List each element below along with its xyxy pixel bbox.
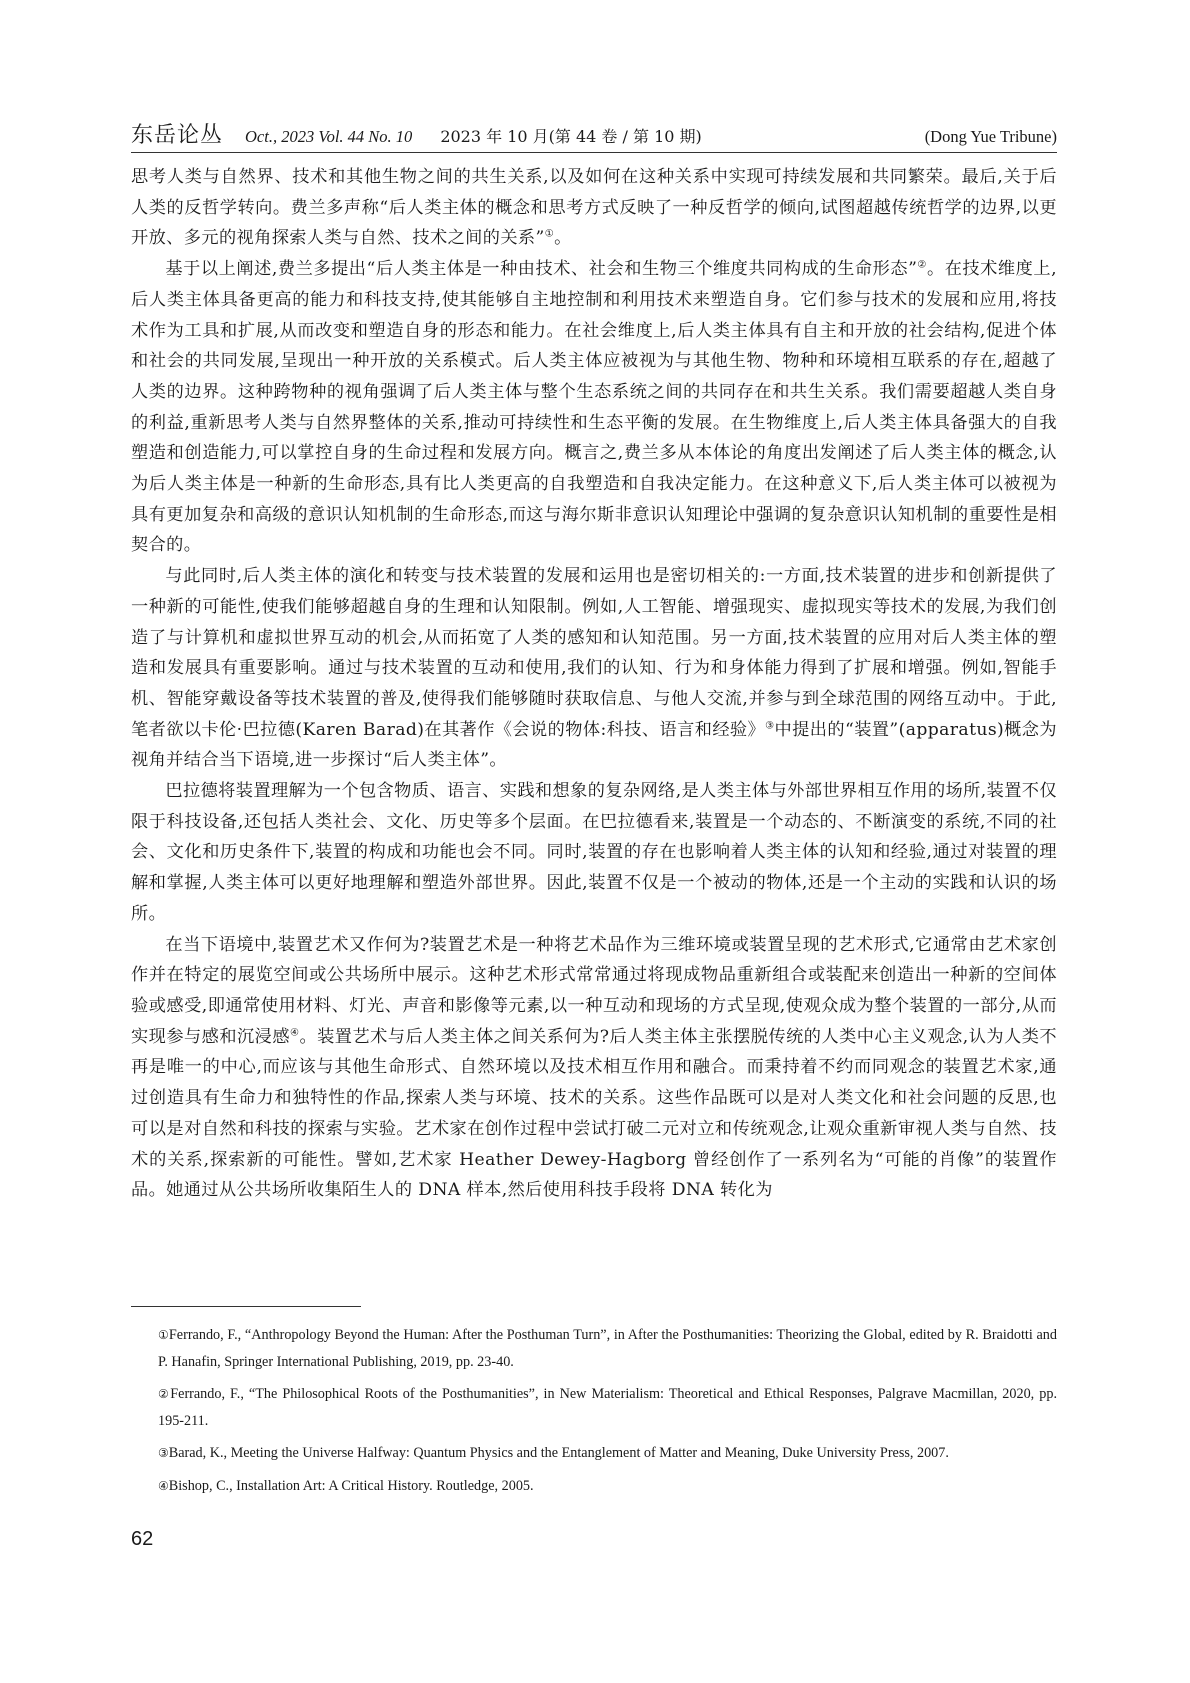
running-header	[131, 118, 1057, 153]
paragraph: 巴拉德将装置理解为一个包含物质、语言、实践和想象的复杂网络,是人类主体与外部世界相互作用的场所,装置不仅限于科技设备,还包括人类社会、文化、历史等多个层面。在巴拉德看来,装置是一个动态的、不断演变的系统,不同的社会、文化和历史条件下,装置的构成和功能也会不同。同时,装置的存在也影响着人类主体的认知和经验,通过对装置的理解和掌握,人类主体可以更好地理解和塑造外部世界。因此,装置不仅是一个被动的物体,还是一个主动的实践和认识的场所。	[131, 781, 1057, 924]
footnotes	[158, 1322, 1057, 1505]
footnote-ref[interactable]: ④	[290, 1026, 300, 1038]
paragraph: 思考人类与自然界、技术和其他生物之间的共生关系,以及如何在这种关系中实现可持续发展和共同繁荣。最后,关于后人类的反哲学转向。费兰多声称“后人类主体的概念和思考方式反映了一种反哲学的倾向,试图超越传统哲学的边界,以更开放、多元的视角探索人类与自然、技术之间的关系”①。	[131, 167, 1057, 249]
page-number: 62	[131, 1528, 154, 1550]
issue-info-cn: 2023 年 10 月(第 44 卷 / 第 10 期)	[440, 127, 702, 146]
footnote: ③Barad, K., Meeting the Universe Halfway: Quantum Physics and the Entanglement of Matter and Meaning, Duke University Press, 2007.	[158, 1445, 949, 1461]
footnote: ④Bishop, C., Installation Art: A Critical History. Routledge, 2005.	[158, 1477, 534, 1494]
paragraph: 基于以上阐述,费兰多提出“后人类主体是一种由技术、社会和生物三个维度共同构成的生命形态”②。在技术维度上,后人类主体具备更高的能力和科技支持,使其能够自主地控制和利用技术来塑造自身。它们参与技术的发展和应用,将技术作为工具和扩展,从而改变和塑造自身的形态和能力。在社会维度上,后人类主体具有自主和开放的社会结构,促进个体和社会的共同发展,呈现出一种开放的关系模式。后人类主体应被视为与其他生物、物种和环境相互联系的存在,超越了人类的边界。这种跨物种的视角强调了后人类主体与整个生态系统之间的共同存在和共生关系。我们需要超越人类自身的利益,重新思考人类与自然界整体的关系,推动可持续性和生态平衡的发展。在生物维度上,后人类主体具备强大的自我塑造和创造能力,可以掌控自身的生命过程和发展方向。概言之,费兰多从本体论的角度出发阐述了后人类主体的概念,认为后人类主体是一种新的生命形态,具有比人类更高的自我塑造和自我决定能力。在这种意义下,后人类主体可以被视为具有更加复杂和高级的意识认知机制的生命形态,而这与海尔斯非意识认知理论中强调的复杂意识认知机制的重要性是相契合的。	[131, 259, 1057, 556]
footnote-divider	[131, 1306, 361, 1307]
journal-english-name: (Dong Yue Tribune)	[924, 127, 1057, 146]
journal-title: 东岳论丛	[131, 123, 224, 148]
paragraph: 与此同时,后人类主体的演化和转变与技术装置的发展和运用也是密切相关的:一方面,技术装置的进步和创新提供了一种新的可能性,使我们能够超越自身的生理和认知限制。例如,人工智能、增强现实、虚拟现实等技术的发展,为我们创造了与计算机和虚拟世界互动的机会,从而拓宽了人类的感知和认知范围。另一方面,技术装置的应用对后人类主体的塑造和发展具有重要影响。通过与技术装置的互动和使用,我们的认知、行为和身体能力得到了扩展和增强。例如,智能手机、智能穿戴设备等技术装置的普及,使得我们能够随时获取信息、与他人交流,并参与到全球范围的网络互动中。于此,笔者欲以卡伦·巴拉德(Karen Barad)在其著作《会说的物体:科技、语言和经验》③中提出的“装置”(apparatus)概念为视角并结合当下语境,进一步探讨“后人类主体”。	[131, 566, 1057, 771]
footnote: ①Ferrando, F., “Anthropology Beyond the Human: After the Posthuman Turn”, in After the Posthumanities: Theorizing the Global, edited by R. Braidotti and P. Hanafin, Springer International Publishing, 2019, pp. 23-40.	[158, 1327, 1057, 1370]
body-text	[131, 162, 1057, 1206]
footnote-ref[interactable]: ①	[544, 228, 555, 240]
paragraph: 在当下语境中,装置艺术又作何为?装置艺术是一种将艺术品作为三维环境或装置呈现的艺术形式,它通常由艺术家创作并在特定的展览空间或公共场所中展示。这种艺术形式常常通过将现成物品重新组合或装配来创造出一种新的空间体验或感受,即通常使用材料、灯光、声音和影像等元素,以一种互动和现场的方式呈现,使观众成为整个装置的一部分,从而实现参与感和沉浸感④。装置艺术与后人类主体之间关系何为?后人类主体主张摆脱传统的人类中心主义观念,认为人类不再是唯一的中心,而应该与其他生命形式、自然环境以及技术相互作用和融合。而秉持着不约而同观念的装置艺术家,通过创造具有生命力和独特性的作品,探索人类与环境、技术的关系。这些作品既可以是对人类文化和社会问题的反思,也可以是对自然和科技的探索与实验。艺术家在创作过程中尝试打破二元对立和传统观念,让观众重新审视人类与自然、技术的关系,探索新的可能性。譬如,艺术家 Heather Dewey-Hagborg 曾经创作了一系列名为“可能的肖像”的装置作品。她通过从公共场所收集陌生人的 DNA 样本,然后使用科技手段将 DNA 转化为	[131, 934, 1057, 1201]
footnote: ②Ferrando, F., “The Philosophical Roots of the Posthumanities”, in New Materialism: Theoretical and Ethical Responses, Palgrave Macmillan, 2020, pp. 195-211.	[158, 1386, 1057, 1429]
footnote-ref[interactable]: ③	[765, 719, 775, 731]
issue-info-en: Oct., 2023 Vol. 44 No. 10	[245, 127, 413, 146]
footnote-ref[interactable]: ②	[917, 259, 927, 271]
